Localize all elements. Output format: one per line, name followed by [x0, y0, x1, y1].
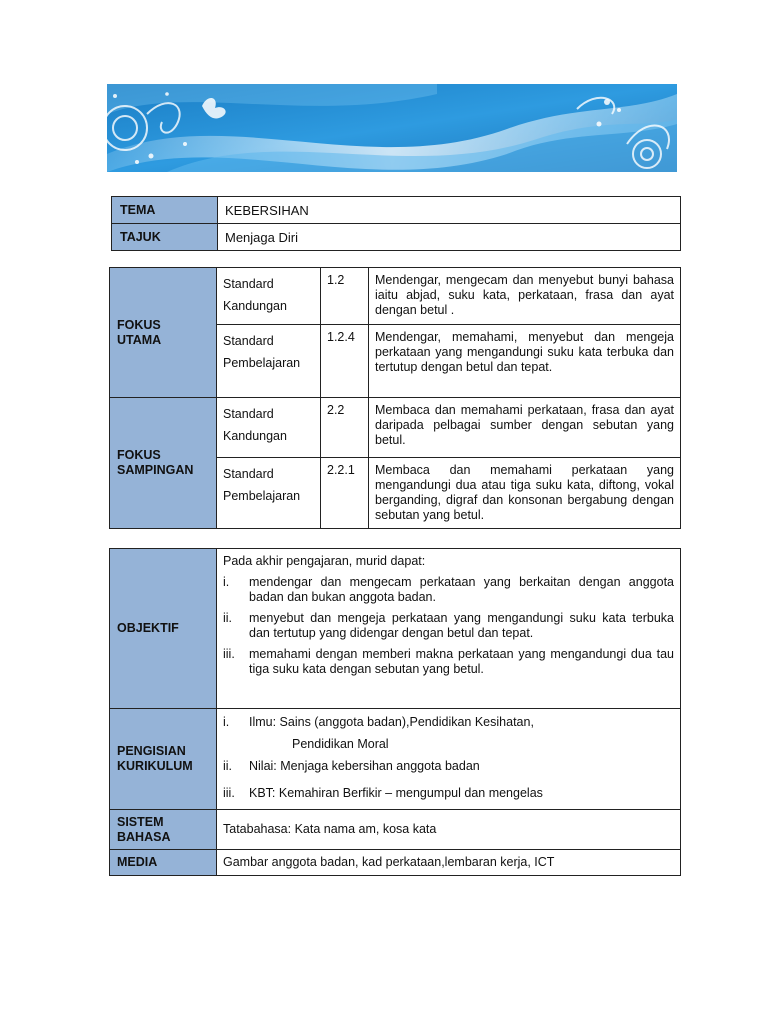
- standard-type: Standard Kandungan: [217, 398, 321, 458]
- banner-graphic: [107, 84, 677, 172]
- tema-label: TEMA: [112, 197, 218, 224]
- pengisian-list: [223, 711, 674, 804]
- tajuk-value: Menjaga Diri: [218, 224, 681, 251]
- list-number: ii.: [223, 611, 233, 625]
- standard-code: 2.2: [321, 398, 369, 458]
- sistem-label-text: SISTEM BAHASA: [117, 814, 171, 844]
- objektif-row: [110, 549, 681, 709]
- list-number: i.: [223, 575, 230, 589]
- sistem-value: Tatabahasa: Kata nama am, kosa kata: [217, 810, 681, 850]
- fokus-sampingan-label: FOKUS SAMPINGAN: [117, 448, 194, 477]
- fokus-sampingan-cell: [110, 398, 217, 529]
- sistem-row: [110, 810, 681, 850]
- objektif-label: OBJEKTIF: [110, 549, 217, 709]
- pengisian-content: [217, 709, 681, 810]
- tajuk-row: [112, 224, 681, 251]
- fokus-utama-cell: [110, 268, 217, 398]
- list-item: [223, 647, 674, 677]
- standard-desc: Membaca dan memahami perkataan, frasa dan ayat daripada pelbagai sumber dengan sebutan yang betul.: [369, 398, 681, 458]
- standard-type: Standard Kandungan: [217, 268, 321, 325]
- list-item: [223, 711, 674, 733]
- media-row: [110, 850, 681, 876]
- header-banner: [107, 84, 677, 172]
- list-text: KBT: Kemahiran Berfikir – mengumpul dan mengelas: [249, 786, 543, 800]
- pengisian-label: [110, 709, 217, 810]
- list-text: Pendidikan Moral: [292, 737, 389, 751]
- fokus-row: [110, 268, 681, 325]
- list-text: memahami dengan memberi makna perkataan yang mengandungi dua tau tiga suku kata dengan sebutan yang betul.: [249, 647, 674, 676]
- pengisian-row: [110, 709, 681, 810]
- list-text: menyebut dan mengeja perkataan yang mengandungi suku kata terbuka dan tertutup yang didengar dengan betul dan tepat.: [249, 611, 674, 640]
- list-number: iii.: [223, 647, 235, 661]
- objektif-list: [223, 575, 674, 677]
- standard-code: 1.2: [321, 268, 369, 325]
- objektif-table: [109, 548, 681, 876]
- list-number: i.: [223, 715, 230, 729]
- list-item: [223, 575, 674, 605]
- list-text: Ilmu: Sains (anggota badan),Pendidikan Kesihatan,: [249, 715, 534, 729]
- objektif-content: [217, 549, 681, 709]
- list-number: [223, 733, 292, 755]
- standard-type: Standard Pembelajaran: [217, 325, 321, 398]
- standard-type: Standard Pembelajaran: [217, 458, 321, 529]
- list-item: [223, 733, 674, 755]
- list-text: mendengar dan mengecam perkataan yang berkaitan dengan anggota badan dan bukan anggota badan.: [249, 575, 674, 604]
- standard-desc: Mendengar, memahami, menyebut dan mengeja perkataan yang mengandungi suku kata terbuka dan tertutup dengan betul dan tepat.: [369, 325, 681, 398]
- tajuk-label: TAJUK: [112, 224, 218, 251]
- list-item: [223, 782, 674, 804]
- list-item: [223, 611, 674, 641]
- tema-row: [112, 197, 681, 224]
- standard-code: 2.2.1: [321, 458, 369, 529]
- fokus-table: [109, 267, 681, 529]
- list-text: Nilai: Menjaga kebersihan anggota badan: [249, 759, 480, 773]
- objektif-intro: Pada akhir pengajaran, murid dapat:: [223, 554, 426, 568]
- list-number: iii.: [223, 786, 235, 800]
- standard-desc: Membaca dan memahami perkataan yang mengandungi dua atau tiga suku kata, diftong, vokal berganding, digraf dan konsonan bergabung dengan sebutan yang betul.: [369, 458, 681, 529]
- standard-desc: Mendengar, mengecam dan menyebut bunyi bahasa iaitu abjad, suku kata, perkataan, frasa dan ayat dengan betul .: [369, 268, 681, 325]
- pengisian-label-text: PENGISIAN KURIKULUM: [117, 744, 193, 773]
- tema-value: KEBERSIHAN: [218, 197, 681, 224]
- tema-tajuk-table: [111, 196, 681, 251]
- list-item: [223, 755, 674, 777]
- fokus-row: [110, 398, 681, 458]
- media-value: Gambar anggota badan, kad perkataan,lembaran kerja, ICT: [217, 850, 681, 876]
- sistem-label: [110, 810, 217, 850]
- media-label: MEDIA: [110, 850, 217, 876]
- standard-code: 1.2.4: [321, 325, 369, 398]
- fokus-utama-label: FOKUS UTAMA: [117, 317, 162, 347]
- list-number: ii.: [223, 759, 233, 773]
